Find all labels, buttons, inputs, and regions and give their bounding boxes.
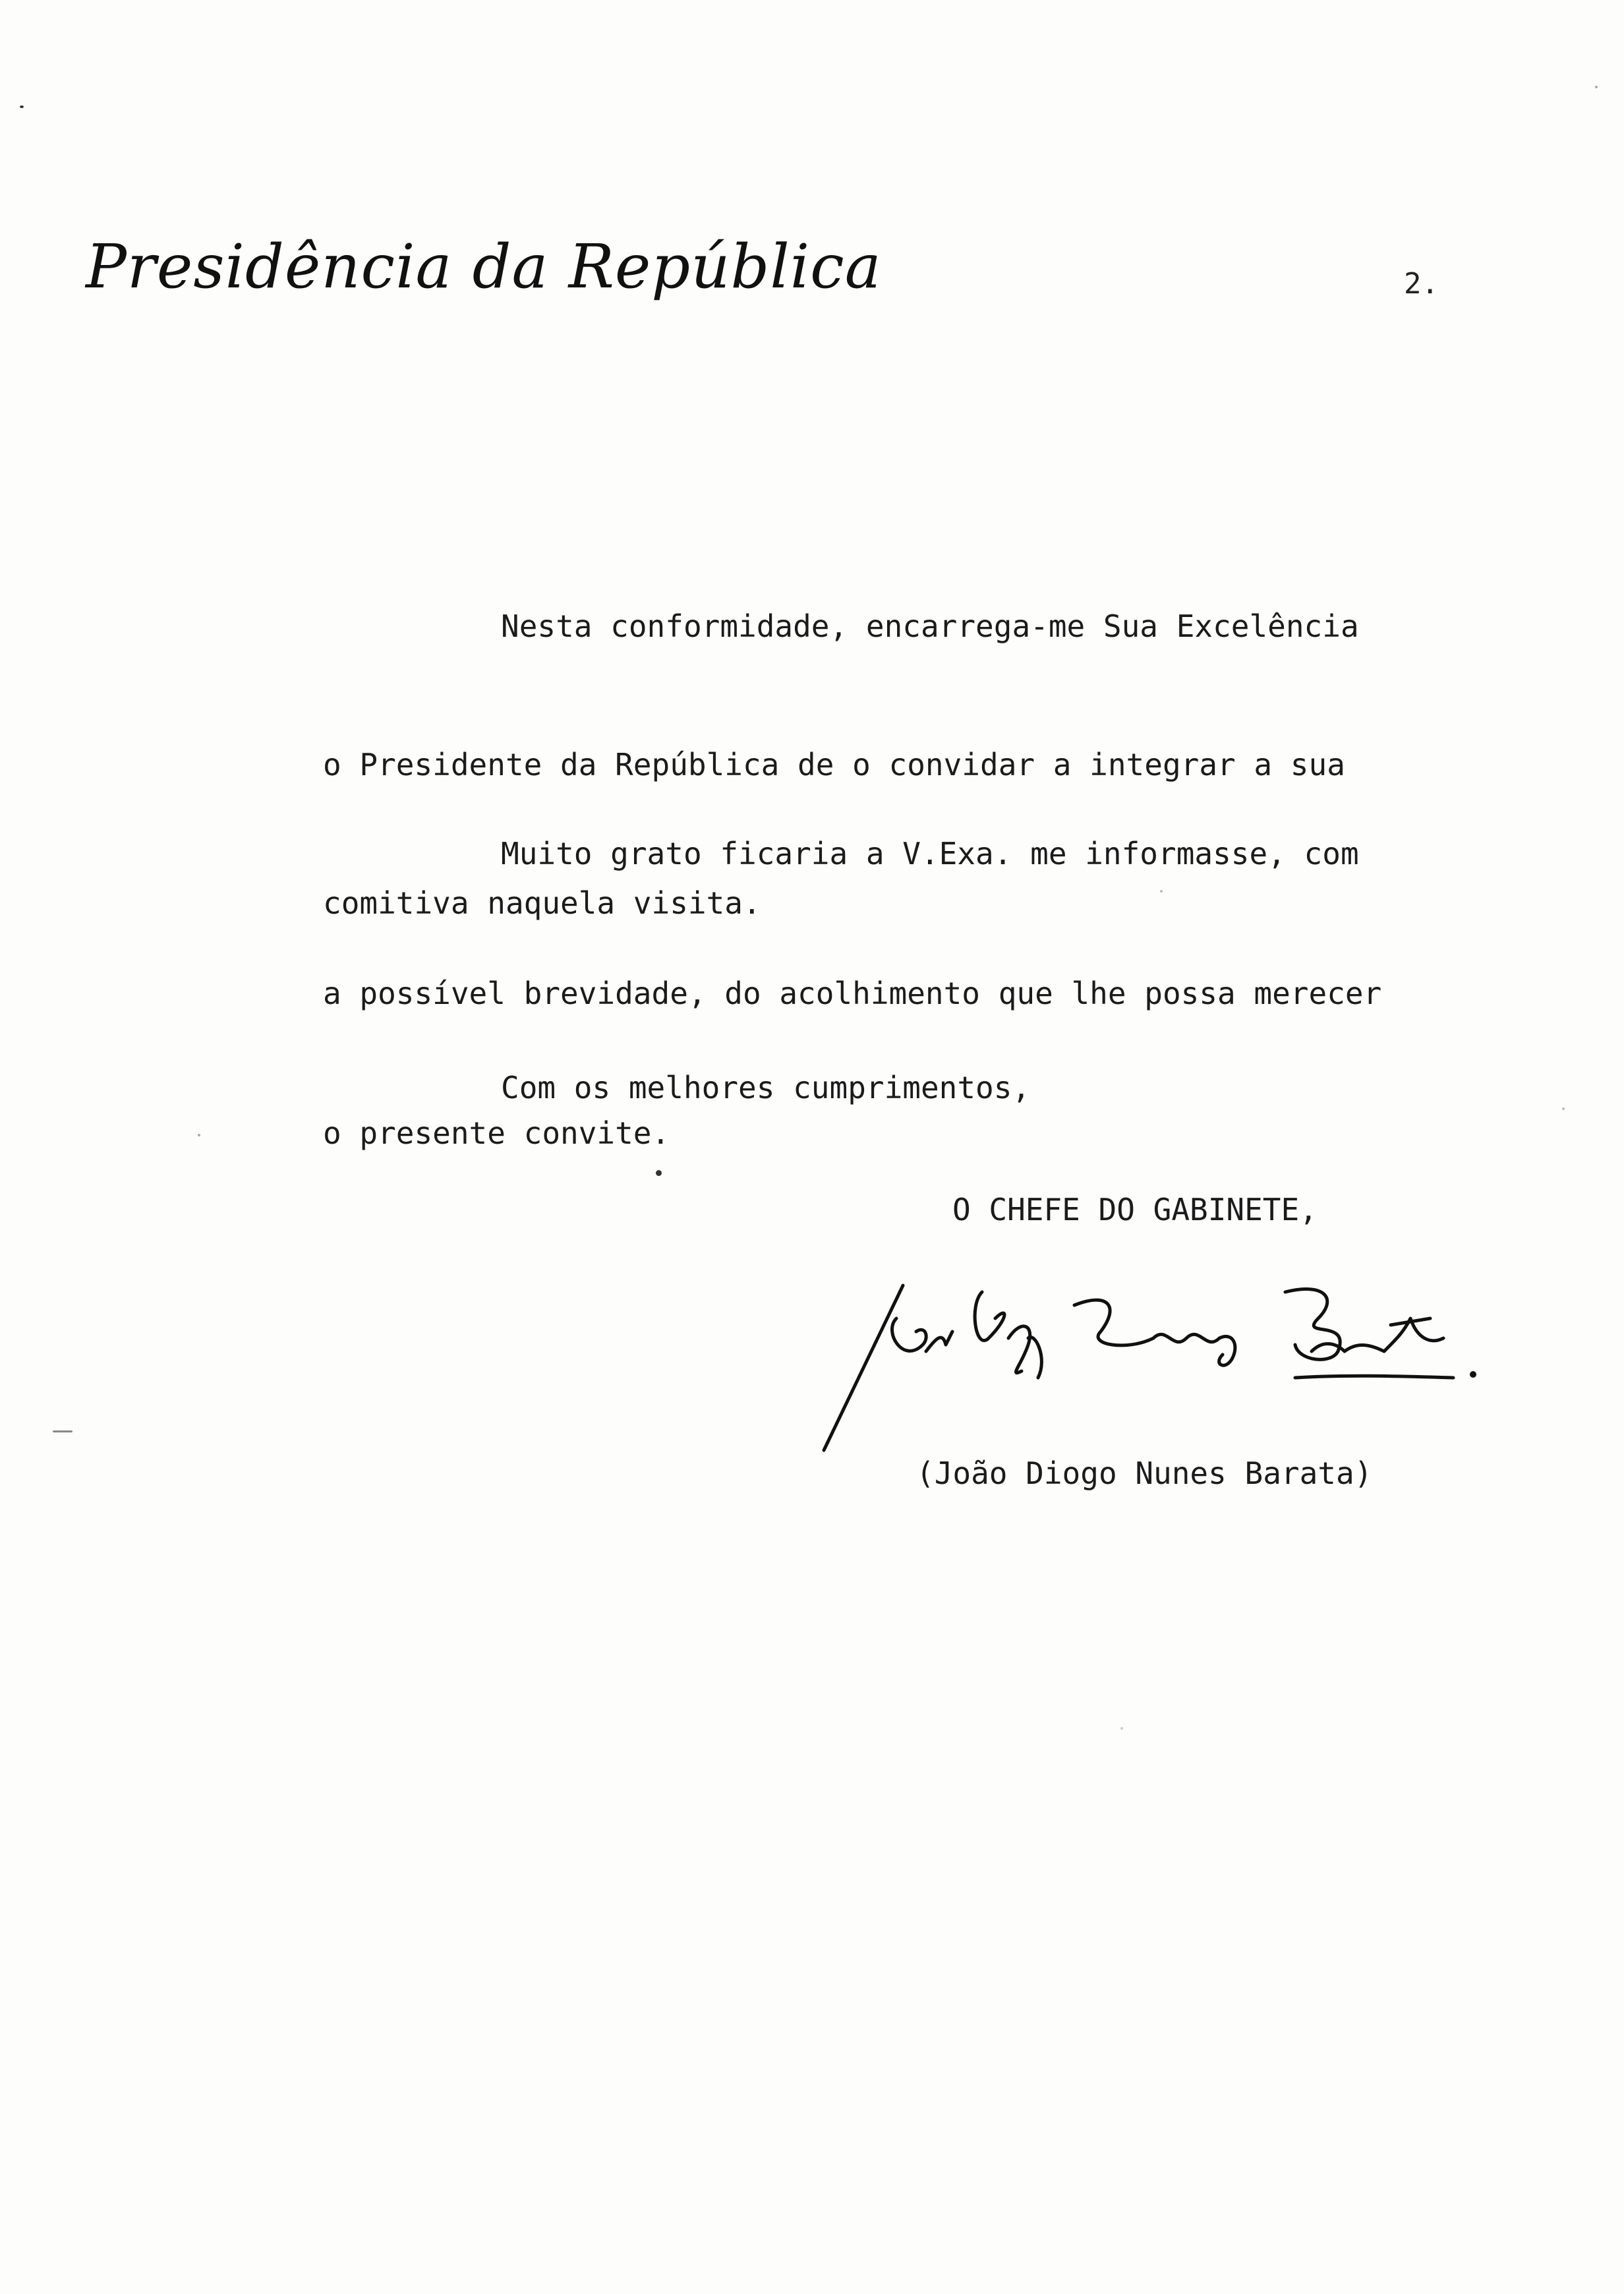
page-number: 2.	[1404, 267, 1439, 301]
letterhead	[86, 224, 882, 310]
printed-name: (João Diogo Nunes Barata)	[916, 1456, 1373, 1491]
paragraph-line: o presente convite.	[323, 1115, 670, 1151]
scan-speck	[1595, 86, 1598, 88]
scan-speck	[1562, 1107, 1565, 1110]
paragraph-line: a possível brevidade, do acolhimento que lhe possa merecer	[323, 976, 1382, 1011]
scan-speck	[198, 1134, 200, 1136]
signatory-title: O CHEFE DO GABINETE,	[952, 1192, 1318, 1227]
scan-speck	[1160, 890, 1163, 893]
paragraph-3	[501, 989, 1030, 1187]
letterhead-text: Presidência da República	[86, 231, 882, 302]
scan-speck	[656, 1170, 662, 1176]
paragraph-line: Com os melhores cumprimentos,	[501, 1070, 1031, 1105]
scan-speck	[53, 1430, 72, 1432]
scan-speck	[1120, 1727, 1123, 1730]
paragraph-line: Nesta conformidade, encarrega-me Sua Excelência	[501, 608, 1359, 644]
handwritten-signature	[811, 1279, 1483, 1477]
paragraph-line: o Presidente da República de o convidar a integrar a sua	[323, 747, 1345, 782]
scan-speck	[20, 105, 24, 108]
paragraph-line: Muito grato ficaria a V.Exa. me informasse, com	[501, 836, 1359, 871]
paragraph-line: comitiva naquela visita.	[323, 885, 761, 921]
